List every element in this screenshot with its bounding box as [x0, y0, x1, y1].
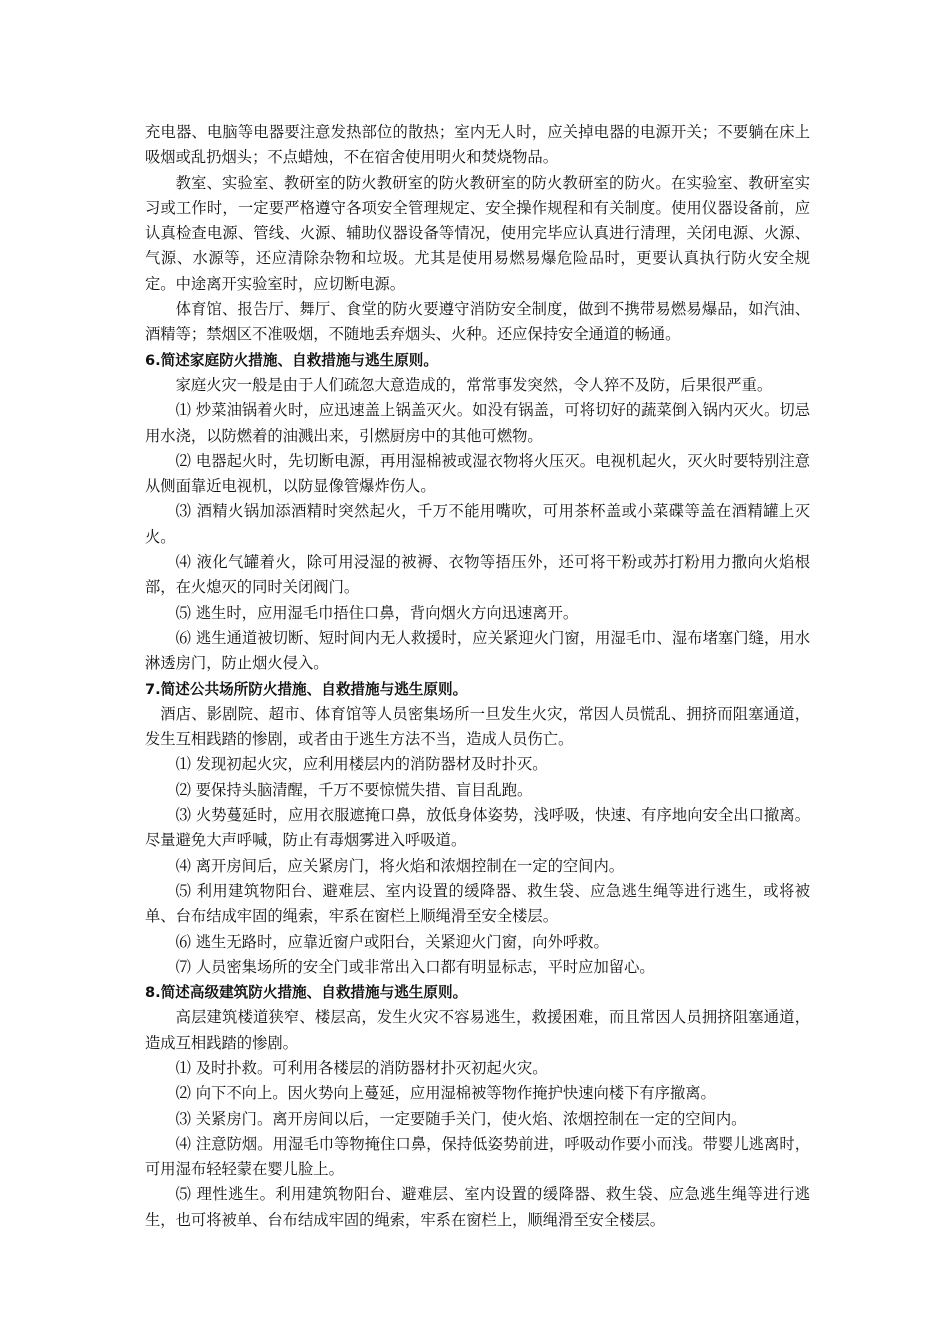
paragraph: 家庭火灾一般是由于人们疏忽大意造成的，常常事发突然，令人猝不及防，后果很严重。: [175, 375, 773, 394]
list-item: ⑺ 人员密集场所的安全门或非常出入口都有明显标志，平时应加留心。: [175, 957, 655, 976]
list-item: ⑶ 关紧房门。离开房间以后，一定要随手关门，使火焰、浓烟控制在一定的空间内。: [175, 1109, 747, 1128]
list-item: ⑷ 离开房间后，应关紧房门，将火焰和浓烟控制在一定的空间内。: [175, 856, 625, 875]
paragraph: 充电器、电脑等电器要注意发热部位的散热；室内无人时，应关掉电器的电源开关；不要躺在床上吸烟或乱扔烟头；不点蜡烛，不在宿舍使用明火和焚烧物品。: [145, 123, 810, 167]
list-item: ⑴ 及时扑救。可利用各楼层的消防器材扑灭初起火灾。: [175, 1058, 548, 1077]
list-item: ⑵ 电器起火时，先切断电源，再用湿棉被或湿衣物将火压灭。电视机起火，灭火时要特别注意从侧面靠近电视机，以防显像管爆炸伤人。: [145, 451, 810, 496]
list-item: ⑶ 酒精火锅加添酒精时突然起火，千万不能用嘴吹，可用茶杯盖或小菜碟等盖在酒精罐上灭火。: [145, 502, 810, 546]
paragraph: 高层建筑楼道狭窄、楼层高，发生火灾不容易逃生，救援困难，而且常因人员拥挤阻塞通道，造成互相践踏的惨剧。: [145, 1008, 810, 1052]
section-heading: 6.简述家庭防火措施、自救措施与逃生原则。: [145, 351, 438, 369]
list-item: ⑹ 逃生无路时，应靠近窗户或阳台，关紧迎火门窗，向外呼救。: [175, 932, 609, 951]
list-item: ⑷ 注意防烟。用湿毛巾等物掩住口鼻，保持低姿势前进，呼吸动作要小而浅。带婴儿逃离时，可用湿布轻轻蒙在婴儿脸上。: [145, 1134, 810, 1179]
section-heading: 8.简述高级建筑防火措施、自救措施与逃生原则。: [145, 984, 468, 1002]
list-item: ⑶ 火势蔓延时，应用衣服遮掩口鼻，放低身体姿势，浅呼吸，快速、有序地向安全出口撤离。尽量避免大声呼喊，防止有毒烟雾进入呼吸道。: [145, 806, 810, 850]
list-item: ⑴ 发现初起火灾，应利用楼层内的消防器材及时扑灭。: [175, 755, 548, 774]
list-item: ⑵ 向下不向上。因火势向上蔓延，应用湿棉被等物作掩护快速向楼下有序撤离。: [175, 1084, 716, 1103]
paragraph: 酒店、影剧院、超市、体育馆等人员密集场所一旦发生火灾，常因人员慌乱、拥挤而阻塞通道，发生互相践踏的惨剧，或者由于逃生方法不当，造成人员伤亡。: [145, 704, 810, 749]
section-heading: 7.简述公共场所防火措施、自救措施与逃生原则。: [145, 680, 468, 698]
paragraph: 体育馆、报告厅、舞厅、食堂的防火要遵守消防安全制度，做到不携带易燃易爆品，如汽油、酒精等；禁烟区不准吸烟，不随地丢弃烟头、火种。还应保持安全通道的畅通。: [145, 300, 810, 344]
list-item: ⑴ 炒菜油锅着火时，应迅速盖上锅盖灭火。如没有锅盖，可将切好的蔬菜倒入锅内灭火。切忌用水浇，以防燃着的油溅出来，引燃厨房中的其他可燃物。: [145, 401, 810, 445]
paragraph: 教室、实验室、教研室的防火教研室的防火教研室的防火教研室的防火。在实验室、教研室实习或工作时，一定要严格遵守各项安全管理规定、安全操作规程和有关制度。使用仪器设备前，应认真检查电源、管线、火源、辅助仪器设备等情况，使用完毕应认真进行清理，关闭电源、火源、气源、水源等，还应清除杂物和垃圾。尤其是使用易燃易爆危险品时，更要认真执行防火安全规定。中途离开实验室时，应切断电源。: [145, 173, 810, 293]
list-item: ⑷ 液化气罐着火，除可用浸湿的被褥、衣物等捂压外，还可将干粉或苏打粉用力撒向火焰根部，在火熄灭的同时关闭阀门。: [145, 553, 810, 597]
list-item: ⑸ 理性逃生。利用建筑物阳台、避难层、室内设置的缓降器、救生袋、应急逃生绳等进行逃生，也可将被单、台布结成牢固的绳索，牢系在窗栏上，顺绳滑至安全楼层。: [145, 1185, 810, 1229]
document-page: [145, 120, 810, 1233]
list-item: ⑸ 逃生时，应用湿毛巾捂住口鼻，背向烟火方向迅速离开。: [175, 603, 579, 622]
list-item: ⑸ 利用建筑物阳台、避难层、室内设置的缓降器、救生袋、应急逃生绳等进行逃生，或将被单、台布结成牢固的绳索，牢系在窗栏上顺绳滑至安全楼层。: [145, 881, 810, 926]
list-item: ⑹ 逃生通道被切断、短时间内无人救援时，应关紧迎火门窗，用湿毛巾、湿布堵塞门缝，用水淋透房门，防止烟火侵入。: [145, 628, 810, 673]
list-item: ⑵ 要保持头脑清醒，千万不要惊慌失措、盲目乱跑。: [175, 780, 533, 799]
